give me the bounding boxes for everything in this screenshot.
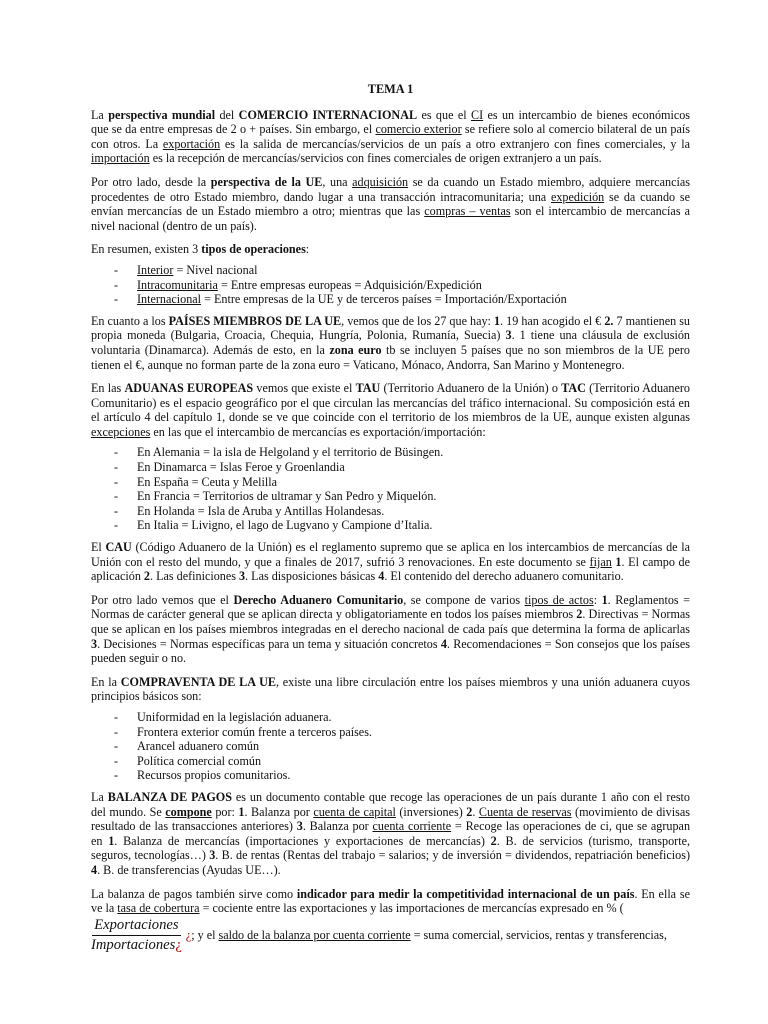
text: = Recoge las operaciones de ci, que se agrupan en — [91, 819, 691, 848]
text: . Las definiciones — [150, 569, 240, 584]
list-item: - En Dinamarca = Islas Feroe y Groenlandia — [91, 460, 690, 475]
text: (Código Aduanero de la Unión) es el reglamento supremo que se aplica en los intercambios de mercancías de la Unión con el resto del mundo, y que a finales de 2017, sufrió 3 renovaciones. En este documento se — [91, 540, 690, 569]
list-item — [91, 263, 690, 278]
bold-term: perspectiva de la UE — [210, 174, 323, 189]
bold-term: 3 — [239, 569, 246, 584]
list-item: - En Francia = Territorios de ultramar y San Pedro y Miquelón. — [91, 489, 690, 504]
text: en las que el intercambio de mercancías es exportación/importación: — [150, 424, 486, 439]
bold-term: Derecho Aduanero Comunitario — [233, 592, 404, 607]
underlined-term: compras – ventas — [424, 204, 511, 219]
paragraph-resumen — [91, 242, 690, 257]
text: es la recepción de mercancías/servicios con fines comerciales de origen extranjero a un país. — [149, 151, 602, 166]
text: es un documento contable que recoge las operaciones de un país durante 1 año con el resto del mundo. Se — [91, 789, 690, 819]
bold-term: 2 — [143, 569, 150, 584]
text: = Nivel nacional — [173, 262, 258, 277]
text: : — [593, 592, 602, 607]
underlined-term: exportación — [162, 136, 221, 151]
text: por: — [211, 804, 239, 819]
bold-term: perspectiva mundial — [108, 107, 216, 122]
principles-list — [91, 710, 690, 783]
bold-term: BALANZA DE PAGOS — [107, 789, 232, 804]
text: tb se incluyen 5 países que no son miembros de la UE pero tienen el €, aunque no forman parte de la zona euro = Vaticano, Mónaco, Andorra, San Marino y Montenegro. — [91, 342, 690, 372]
bold-term: 2 — [576, 607, 583, 622]
list-item: - Frontera exterior común frente a terceros países. — [91, 725, 690, 740]
text: . Balanza por — [302, 819, 373, 834]
text: . Decisiones = Normas específicas para un tema y situación concretos — [97, 636, 441, 651]
text: = Entre empresas europeas = Adquisición/Expedición — [217, 277, 482, 292]
bold-term: CAU — [105, 540, 132, 555]
bold-term: 4 — [91, 862, 98, 877]
underlined-term: tasa de cobertura — [117, 901, 200, 916]
text: (movimiento de divisas resultado de las transacciones anteriores) — [91, 804, 690, 834]
list-item — [91, 278, 690, 293]
bold-term: 3 — [91, 636, 98, 651]
bold-term: 3 — [209, 848, 216, 863]
text: Por otro lado, desde la — [91, 174, 211, 189]
bold-term: indicador para medir la competitividad internacional de un país — [296, 886, 635, 901]
bold-term: TAC — [561, 381, 586, 396]
formula-trailing-text — [186, 928, 690, 943]
formula-line — [91, 917, 690, 954]
text: En las — [91, 381, 125, 396]
formula-denominator-wrap — [91, 936, 182, 954]
underlined-term: Cuenta de reservas — [478, 804, 572, 819]
list-item: - En Italia = Livigno, el lago de Lugvano y Campione d’Italia. — [91, 518, 690, 533]
text: . B. de rentas (Rentas del trabajo = salarios; y de inversión = dividendos, repatriación beneficios) — [215, 848, 691, 863]
list-item: - En Holanda = Isla de Aruba y Antillas Holandesas. — [91, 504, 690, 519]
bold-term: 1 — [601, 592, 608, 607]
paragraph-paises-miembros — [91, 314, 690, 372]
formula-numerator: Exportaciones — [92, 917, 180, 936]
text: . Balanza por — [244, 804, 314, 819]
text: En la — [91, 674, 121, 689]
bold-term: 3 — [505, 328, 512, 343]
text: En resumen, existen 3 — [91, 242, 202, 257]
underlined-term: CI — [470, 107, 484, 122]
underlined-term: Internacional — [137, 292, 202, 307]
underlined-term: excepciones — [91, 424, 151, 439]
text: (Territorio Aduanero de la Unión) o — [380, 381, 562, 396]
text: ; y el — [191, 927, 219, 942]
bold-term: ADUANAS EUROPEAS — [124, 381, 254, 396]
text: . Reglamentos = Normas de carácter general que se aplican directa y obligatoriamente en todos los países miembros — [91, 592, 690, 622]
underlined-term: expedición — [550, 189, 605, 204]
paragraph-cau — [91, 540, 690, 584]
text: . B. de servicios (turismo, transporte, seguros, tecnologías…) — [91, 833, 691, 863]
text: (Territorio Aduanero Comunitario) es el espacio geográfico por el que circulan las mercancías del tráfico internacional. Su composición está en el artículo 4 del capítulo 1, donde se ve que coincide con el territorio de los miembros de la UE, aunque existen algunas — [91, 381, 690, 425]
bold-term: 1 — [108, 833, 115, 848]
bold-term: COMERCIO INTERNACIONAL — [238, 107, 418, 122]
paragraph-aduanas-europeas — [91, 381, 690, 439]
text: , una — [322, 174, 353, 189]
underlined-term: adquisición — [352, 174, 409, 189]
text: = suma comercial, servicios, rentas y transferencias, — [410, 927, 667, 942]
page-title: TEMA 1 — [367, 82, 414, 96]
bold-term: 2 — [490, 833, 497, 848]
text: . Las disposiciones básicas — [245, 569, 379, 584]
text: . — [472, 804, 479, 819]
bold-term: PAÍSES MIEMBROS DE LA UE — [168, 313, 342, 328]
text: , vemos que de los 27 que hay: — [341, 313, 494, 328]
text: La — [91, 107, 109, 122]
bold-term: 1 — [238, 804, 245, 819]
text: . El campo de aplicación — [91, 554, 690, 584]
bold-term: zona euro — [329, 342, 382, 357]
bold-term: 1 — [615, 554, 622, 569]
coverage-ratio-formula — [91, 917, 182, 954]
underlined-term: tipos de actos — [524, 592, 594, 607]
text: es la salida de mercancías/servicios de un país a otro extranjero con fines comerciales, y la — [220, 136, 690, 151]
formula-mark: ¿ — [185, 927, 192, 942]
list-item: - Política comercial común — [91, 754, 690, 769]
paragraph-perspectiva-ue — [91, 175, 690, 233]
bold-term: 1 — [493, 313, 501, 328]
underlined-term: importación — [91, 151, 150, 166]
bold-term: TAU — [355, 381, 381, 396]
list-item: - Recursos propios comunitarios. — [91, 768, 690, 783]
underlined-term: comercio exterior — [375, 122, 462, 137]
text: En cuanto a los — [91, 313, 169, 328]
text: del — [215, 107, 239, 122]
operations-list — [91, 263, 690, 307]
bold-term: 2. — [604, 313, 614, 328]
text: : — [305, 242, 310, 257]
text: se refiere solo al comercio bilateral de un país con otros. La — [91, 122, 690, 151]
paragraph-compraventa — [91, 675, 690, 704]
text: = cociente entre las exportaciones y las importaciones de mercancías expresado en % ( — [199, 901, 624, 916]
text: El — [91, 540, 106, 555]
text: . Directivas = Normas que se aplican en los países miembros integradas en el derecho nacional de cada país que determina la forma de aplicarlas — [91, 607, 690, 636]
text: . Recomendaciones = Son consejos que los países pueden seguir o no. — [91, 636, 690, 666]
text: es un intercambio de bienes económicos que se da entre empresas de 2 o + países. Sin embargo, el — [91, 107, 691, 137]
text: 7 mantienen su propia moneda (Bulgaria, Croacia, Chequia, Hungría, Polonia, Rumanía, Suecia) — [91, 313, 690, 343]
list-item: - Arancel aduanero común — [91, 739, 690, 754]
underlined-term: fijan — [589, 554, 612, 569]
underlined-term: saldo de la balanza por cuenta corriente — [218, 927, 411, 942]
paragraph-derecho-aduanero — [91, 593, 690, 666]
text: La balanza de pagos también sirve como — [91, 886, 297, 901]
list-item: - En España = Ceuta y Melilla — [91, 475, 690, 490]
paragraph-comercio-internacional — [91, 108, 690, 166]
text: . 19 han acogido el € — [500, 313, 605, 328]
text: , existe una libre circulación entre los países miembros y una unión aduanera cuyos principios básicos son: — [91, 674, 691, 704]
text: . En ella se ve la — [91, 886, 690, 916]
text: . Balanza de mercancías (importaciones y exportaciones de mercancías) — [114, 833, 491, 848]
text: vemos que existe el — [253, 381, 356, 396]
underlined-term: cuenta de capital — [313, 804, 396, 819]
text: se da cuando un Estado miembro, adquiere mercancías procedentes de otro Estado miembro, dando lugar a una transacción intracomunitaria; una — [91, 174, 690, 204]
list-item — [91, 292, 690, 307]
underlined-term: Intracomunitaria — [137, 277, 218, 292]
bold-term: tipos de operaciones — [201, 242, 306, 257]
text: son el intercambio de mercancías a nivel nacional (dentro de un país). — [91, 204, 690, 233]
list-item: - En Alemania = la isla de Helgoland y el territorio de Büsingen. — [91, 445, 690, 460]
formula-denominator: Importaciones — [91, 936, 176, 953]
underlined-term: Interior — [137, 262, 174, 277]
exceptions-list — [91, 445, 690, 533]
bold-term: 4 — [440, 636, 447, 651]
formula-mark: ¿ — [175, 936, 182, 953]
text: . B. de transferencias (Ayudas UE…). — [97, 862, 281, 877]
bold-term: 3 — [296, 819, 303, 834]
text: , se compone de varios — [403, 592, 525, 607]
text: . El contenido del derecho aduanero comunitario. — [384, 569, 624, 584]
text: Por otro lado vemos que el — [91, 592, 234, 607]
bold-term: 2 — [466, 804, 473, 819]
bold-underlined-term: compone — [165, 804, 212, 819]
paragraph-balanza-pagos — [91, 790, 690, 878]
text: = Entre empresas de la UE y de terceros países = Importación/Exportación — [201, 292, 567, 307]
text: . 1 tiene una cláusula de exclusión voluntaria (Dinamarca). Además de esto, en la — [91, 328, 690, 357]
bold-term: COMPRAVENTA DE LA UE — [120, 674, 276, 689]
text: es que el — [417, 107, 471, 122]
text: se da cuando se envían mercancías de un Estado miembro a otro; mientras que las — [91, 189, 690, 219]
text: La — [91, 789, 108, 804]
underlined-term: cuenta corriente — [372, 819, 452, 834]
text: (inversiones) — [395, 804, 467, 819]
bold-term: 4 — [378, 569, 385, 584]
paragraph-competitividad — [91, 887, 690, 916]
list-item: - Uniformidad en la legislación aduanera. — [91, 710, 690, 725]
